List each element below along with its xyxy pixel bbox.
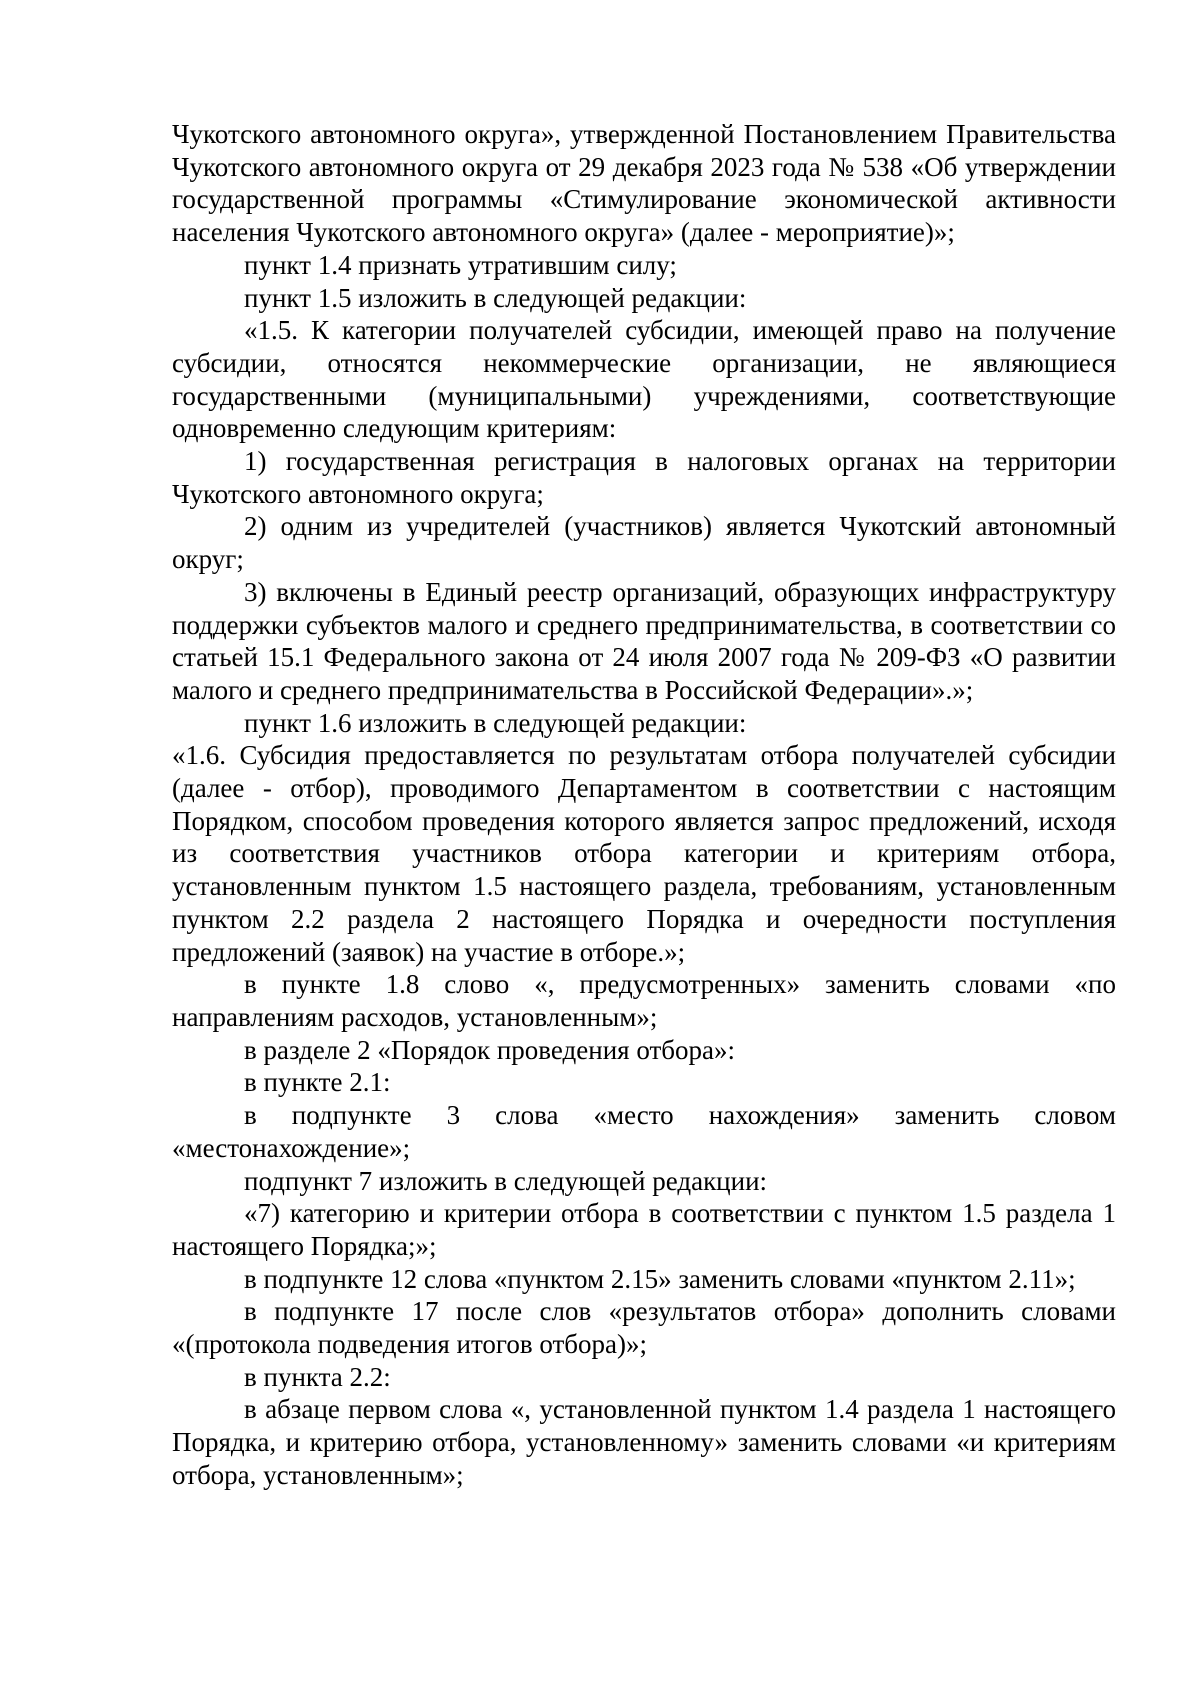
paragraph-16: в подпункте 12 слова «пунктом 2.15» заменить словами «пунктом 2.11»; (244, 1263, 1076, 1294)
paragraph-19: в абзаце первом слова «, установленной пунктом 1.4 раздела 1 настоящего Порядка, и критерию отбора, установленному» заменить словами «и критериям отбора, установленным»; (172, 1394, 1116, 1490)
paragraph-6: 2) одним из учредителей (участников) является Чукотский автономный округ; (172, 511, 1116, 575)
paragraph-7: 3) включены в Единый реестр организаций, образующих инфраструктуру поддержки субъектов малого и среднего предпринимательства, в соответствии со статьей 15.1 Федерального закона от 24 июля 2007 года № 209-ФЗ «О развитии малого и среднего предпринимательства в Российской Федерации».»; (172, 576, 1116, 705)
paragraph-4: «1.5. К категории получателей субсидии, имеющей право на получение субсидии, относятся некоммерческие организации, не являющиеся государственными (муниципальными) учреждениями, соответствующие одновременно следующим критериям: (172, 315, 1116, 444)
paragraph-15: «7) категорию и критерии отбора в соответствии с пунктом 1.5 раздела 1 настоящего Порядка;»; (172, 1198, 1116, 1261)
paragraph-2: пункт 1.4 признать утратившим силу; (244, 249, 677, 280)
paragraph-18: в пункта 2.2: (244, 1361, 391, 1392)
document-page (172, 118, 1116, 1492)
paragraph-1: Чукотского автономного округа», утвержденной Постановлением Правительства Чукотского автономного округа от 29 декабря 2023 года № 538 «Об утверждении государственной программы «Стимулирование экономической активности населения Чукотского автономного округа» (далее - мероприятие)»; (172, 119, 1116, 248)
paragraph-5: 1) государственная регистрация в налоговых органах на территории Чукотского автономного округа; (172, 446, 1116, 509)
paragraph-8: пункт 1.6 изложить в следующей редакции: (244, 707, 747, 738)
paragraph-3: пункт 1.5 изложить в следующей редакции: (244, 282, 747, 313)
paragraph-11: в разделе 2 «Порядок проведения отбора»: (244, 1034, 735, 1065)
paragraph-14: подпункт 7 изложить в следующей редакции: (244, 1165, 768, 1196)
paragraph-17: в подпункте 17 после слов «результатов отбора» дополнить словами «(протокола подведения итогов отбора)»; (172, 1296, 1116, 1360)
paragraph-13: в подпункте 3 слова «место нахождения» заменить словом «местонахождение»; (172, 1100, 1116, 1163)
paragraph-10: в пункте 1.8 слово «, предусмотренных» заменить словами «по направлениям расходов, установленным»; (172, 969, 1116, 1032)
paragraph-9: «1.6. Субсидия предоставляется по результатам отбора получателей субсидии (далее - отбор), проводимого Департаментом в соответствии с настоящим Порядком, способом проведения которого является запрос предложений, исходя из соответствия участников отбора категории и критериям отбора, установленным пунктом 1.5 настоящего раздела, требованиям, установленным пунктом 2.2 раздела 2 настоящего Порядка и очередности поступления предложений (заявок) на участие в отборе.»; (172, 740, 1116, 967)
paragraph-12: в пункте 2.1: (244, 1067, 391, 1098)
